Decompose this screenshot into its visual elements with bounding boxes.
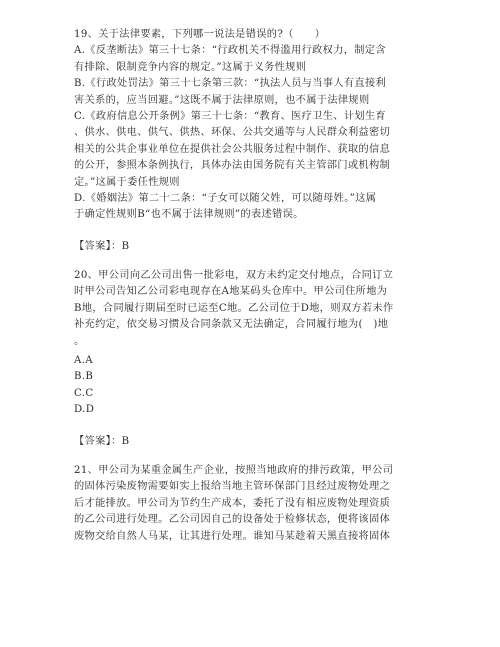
- question-stem: 19、关于法律要素，下列哪一说法是错误的?（ ）: [74, 29, 326, 40]
- option-line: 定。”这属于委任性规则: [74, 176, 180, 188]
- answer-20: 【答案】：B: [74, 435, 130, 447]
- question-stem: 后才能排放。甲公司为节约生产成本，委托了没有相应废物处理资质: [74, 497, 391, 509]
- question-21: [74, 463, 430, 545]
- question-stem: 的固体污染废物需要如实上报给当地主管环保部门且经过废物处理之: [74, 481, 391, 493]
- option-line: 的公开，参照本条例执行，具体办法由国务院有关主管部门或机构制: [74, 160, 391, 172]
- question-stem: 废物交给自然人马某，让其进行处理。谁知马某趁着天黑直接将固体: [74, 530, 391, 542]
- question-stem: 20、甲公司向乙公司出售一批彩电，双方未约定交付地点，合同订立: [74, 270, 394, 282]
- option-line: A.A: [74, 355, 94, 367]
- option-line: D.D: [74, 404, 95, 416]
- option-line: B.B: [74, 371, 94, 383]
- question-stem: 21、甲公司为某重金属生产企业，按照当地政府的排污政策，甲公司: [74, 464, 394, 476]
- option-line: 相关的公共企事业单位在提供社会公共服务过程中制作、获取的信息: [74, 143, 391, 155]
- question-stem: 时甲公司告知乙公司彩电现存在A地某码头仓库中。甲公司住所地为: [74, 286, 388, 298]
- question-stem: 的乙公司进行处理。乙公司因自己的设备处于检修状态，便将该固体: [74, 514, 391, 526]
- option-line: A.《反垄断法》第三十七条：“行政机关不得滥用行政权力，制定含: [74, 45, 386, 57]
- option-line: 、供水、供电、供气、供热、环保、公共交通等与人民群众利益密切: [74, 127, 391, 139]
- option-line: 于确定性规则B“也不属于法律规则”的表述错误。: [74, 209, 304, 221]
- answer-19: 【答案】：B: [74, 240, 130, 252]
- option-line: D.《婚姻法》第二十二条：“子女可以随父姓，可以随母姓。”这属: [74, 192, 377, 204]
- option-line: 害关系的，应当回避。”这既不属于法律原则，也不属于法律规则: [74, 94, 370, 106]
- option-line: B.《行政处罚法》第三十七条第三款：“执法人员与当事人有直接利: [74, 78, 387, 90]
- question-stem: B地，合同履行期届至时已运至C地。乙公司位于D地，则双方若未作: [74, 302, 394, 314]
- option-line: 有排除、限制竞争内容的规定。”这属于义务性规则: [74, 61, 307, 73]
- question-stem: 。: [74, 335, 85, 347]
- question-stem: 补充约定，依交易习惯及合同条款又无法确定，合同履行地为( )地: [74, 319, 389, 331]
- option-line: C.《政府信息公开条例》第三十七条：“教育、医疗卫生、计划生育: [74, 110, 386, 122]
- option-line: C.C: [74, 387, 94, 399]
- question-20: [74, 268, 430, 419]
- question-19: [74, 27, 430, 224]
- document-page: [74, 27, 430, 545]
